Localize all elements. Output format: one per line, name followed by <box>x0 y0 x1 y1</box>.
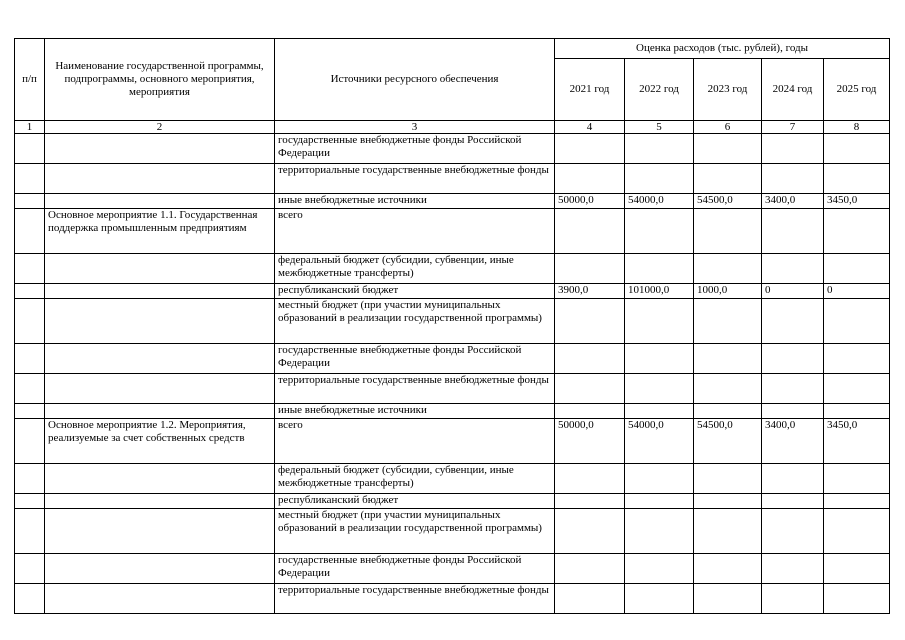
header-program-name: Наименование государственной программы, подпрограммы, основного мероприятия, мероприятия <box>45 39 275 121</box>
amount-cell <box>555 299 625 344</box>
row-number-cell <box>15 464 45 494</box>
program-name-cell <box>45 254 275 284</box>
amount-cell <box>762 209 824 254</box>
amount-cell <box>762 134 824 164</box>
amount-cell <box>824 164 890 194</box>
row-number-cell <box>15 284 45 299</box>
amount-cell <box>694 134 762 164</box>
funding-source-cell: иные внебюджетные источники <box>275 194 555 209</box>
amount-cell <box>694 299 762 344</box>
amount-cell <box>625 344 694 374</box>
amount-cell <box>625 164 694 194</box>
amount-cell <box>555 404 625 419</box>
amount-cell <box>555 584 625 614</box>
program-name-cell <box>45 344 275 374</box>
column-number: 2 <box>45 121 275 134</box>
amount-cell <box>824 299 890 344</box>
amount-cell <box>824 404 890 419</box>
program-name-cell <box>45 194 275 209</box>
amount-cell <box>625 554 694 584</box>
amount-cell <box>555 254 625 284</box>
amount-cell <box>694 209 762 254</box>
table-row <box>15 404 890 419</box>
amount-cell <box>694 464 762 494</box>
column-number: 3 <box>275 121 555 134</box>
header-year: 2025 год <box>824 59 890 121</box>
amount-cell <box>762 374 824 404</box>
amount-cell <box>555 164 625 194</box>
funding-source-cell: иные внебюджетные источники <box>275 404 555 419</box>
amount-cell: 3400,0 <box>762 419 824 464</box>
program-name-cell <box>45 134 275 164</box>
amount-cell <box>762 584 824 614</box>
amount-cell <box>625 374 694 404</box>
amount-cell: 3900,0 <box>555 284 625 299</box>
row-number-cell <box>15 374 45 404</box>
amount-cell <box>625 299 694 344</box>
amount-cell: 54500,0 <box>694 419 762 464</box>
amount-cell <box>694 404 762 419</box>
header-year: 2024 год <box>762 59 824 121</box>
column-number-row <box>15 121 890 134</box>
amount-cell <box>762 299 824 344</box>
row-number-cell <box>15 194 45 209</box>
amount-cell: 54000,0 <box>625 419 694 464</box>
column-number: 8 <box>824 121 890 134</box>
row-number-cell <box>15 419 45 464</box>
amount-cell <box>694 554 762 584</box>
funding-source-cell: государственные внебюджетные фонды Российской Федерации <box>275 134 555 164</box>
amount-cell <box>824 509 890 554</box>
amount-cell <box>555 509 625 554</box>
program-name-cell <box>45 284 275 299</box>
amount-cell <box>555 344 625 374</box>
header-funding-source: Источники ресурсного обеспечения <box>275 39 555 121</box>
amount-cell <box>762 254 824 284</box>
header-row-1 <box>15 39 890 59</box>
funding-source-cell: территориальные государственные внебюджетные фонды <box>275 374 555 404</box>
table-row <box>15 299 890 344</box>
amount-cell: 50000,0 <box>555 194 625 209</box>
table-row <box>15 209 890 254</box>
funding-source-cell: местный бюджет (при участии муниципальных образований в реализации государственной программы) <box>275 509 555 554</box>
funding-source-cell: федеральный бюджет (субсидии, субвенции, иные межбюджетные трансферты) <box>275 464 555 494</box>
program-name-cell <box>45 404 275 419</box>
amount-cell <box>762 464 824 494</box>
amount-cell <box>824 554 890 584</box>
amount-cell <box>694 164 762 194</box>
amount-cell <box>824 254 890 284</box>
header-year: 2023 год <box>694 59 762 121</box>
amount-cell <box>694 494 762 509</box>
table-row <box>15 374 890 404</box>
row-number-cell <box>15 509 45 554</box>
funding-source-cell: федеральный бюджет (субсидии, субвенции, иные межбюджетные трансферты) <box>275 254 555 284</box>
column-number: 1 <box>15 121 45 134</box>
amount-cell <box>824 494 890 509</box>
table-row <box>15 254 890 284</box>
column-number: 6 <box>694 121 762 134</box>
row-number-cell <box>15 554 45 584</box>
program-name-cell <box>45 164 275 194</box>
column-number: 7 <box>762 121 824 134</box>
amount-cell <box>824 464 890 494</box>
funding-source-cell: государственные внебюджетные фонды Российской Федерации <box>275 344 555 374</box>
row-number-cell <box>15 344 45 374</box>
amount-cell <box>555 494 625 509</box>
amount-cell <box>625 404 694 419</box>
amount-cell <box>555 134 625 164</box>
header-number: п/п <box>15 39 45 121</box>
table-row <box>15 134 890 164</box>
table-row <box>15 419 890 464</box>
funding-source-cell: республиканский бюджет <box>275 284 555 299</box>
amount-cell: 0 <box>824 284 890 299</box>
amount-cell <box>694 254 762 284</box>
amount-cell <box>824 584 890 614</box>
amount-cell <box>824 344 890 374</box>
table-row <box>15 284 890 299</box>
table-body <box>15 134 890 614</box>
amount-cell: 1000,0 <box>694 284 762 299</box>
amount-cell <box>694 344 762 374</box>
amount-cell <box>762 494 824 509</box>
row-number-cell <box>15 404 45 419</box>
amount-cell <box>555 374 625 404</box>
amount-cell <box>625 509 694 554</box>
row-number-cell <box>15 134 45 164</box>
table-row <box>15 164 890 194</box>
program-name-cell <box>45 494 275 509</box>
amount-cell <box>762 404 824 419</box>
row-number-cell <box>15 299 45 344</box>
row-number-cell <box>15 494 45 509</box>
table-row <box>15 464 890 494</box>
funding-source-cell: всего <box>275 209 555 254</box>
row-number-cell <box>15 584 45 614</box>
header-year: 2021 год <box>555 59 625 121</box>
amount-cell: 3450,0 <box>824 419 890 464</box>
table-row <box>15 194 890 209</box>
funding-source-cell: всего <box>275 419 555 464</box>
row-number-cell <box>15 254 45 284</box>
amount-cell <box>625 464 694 494</box>
amount-cell <box>824 374 890 404</box>
amount-cell: 3400,0 <box>762 194 824 209</box>
amount-cell <box>762 554 824 584</box>
amount-cell <box>762 344 824 374</box>
amount-cell <box>555 554 625 584</box>
amount-cell <box>555 464 625 494</box>
program-name-cell <box>45 554 275 584</box>
column-number: 5 <box>625 121 694 134</box>
row-number-cell <box>15 209 45 254</box>
amount-cell <box>694 584 762 614</box>
table-row <box>15 584 890 614</box>
funding-source-cell: государственные внебюджетные фонды Российской Федерации <box>275 554 555 584</box>
amount-cell <box>625 584 694 614</box>
table-row <box>15 509 890 554</box>
amount-cell <box>625 134 694 164</box>
program-name-cell <box>45 374 275 404</box>
amount-cell: 101000,0 <box>625 284 694 299</box>
program-name-cell <box>45 464 275 494</box>
table-row <box>15 344 890 374</box>
row-number-cell <box>15 164 45 194</box>
program-name-cell: Основное мероприятие 1.1. Государственная поддержка промышленным предприятиям <box>45 209 275 254</box>
header-cost-estimate: Оценка расходов (тыс. рублей), годы <box>555 39 890 59</box>
amount-cell: 54500,0 <box>694 194 762 209</box>
funding-source-cell: местный бюджет (при участии муниципальных образований в реализации государственной программы) <box>275 299 555 344</box>
amount-cell <box>625 254 694 284</box>
amount-cell <box>824 134 890 164</box>
header-year: 2022 год <box>625 59 694 121</box>
table-row <box>15 554 890 584</box>
amount-cell <box>694 509 762 554</box>
amount-cell <box>625 494 694 509</box>
program-name-cell: Основное мероприятие 1.2. Мероприятия, реализуемые за счет собственных средств <box>45 419 275 464</box>
amount-cell <box>555 209 625 254</box>
amount-cell: 0 <box>762 284 824 299</box>
column-number: 4 <box>555 121 625 134</box>
amount-cell <box>625 209 694 254</box>
amount-cell: 3450,0 <box>824 194 890 209</box>
amount-cell <box>762 509 824 554</box>
amount-cell <box>694 374 762 404</box>
amount-cell: 50000,0 <box>555 419 625 464</box>
program-name-cell <box>45 299 275 344</box>
amount-cell <box>762 164 824 194</box>
budget-table <box>14 38 890 614</box>
program-name-cell <box>45 584 275 614</box>
funding-source-cell: территориальные государственные внебюджетные фонды <box>275 164 555 194</box>
funding-source-cell: республиканский бюджет <box>275 494 555 509</box>
funding-source-cell: территориальные государственные внебюджетные фонды <box>275 584 555 614</box>
table-row <box>15 494 890 509</box>
amount-cell: 54000,0 <box>625 194 694 209</box>
amount-cell <box>824 209 890 254</box>
program-name-cell <box>45 509 275 554</box>
